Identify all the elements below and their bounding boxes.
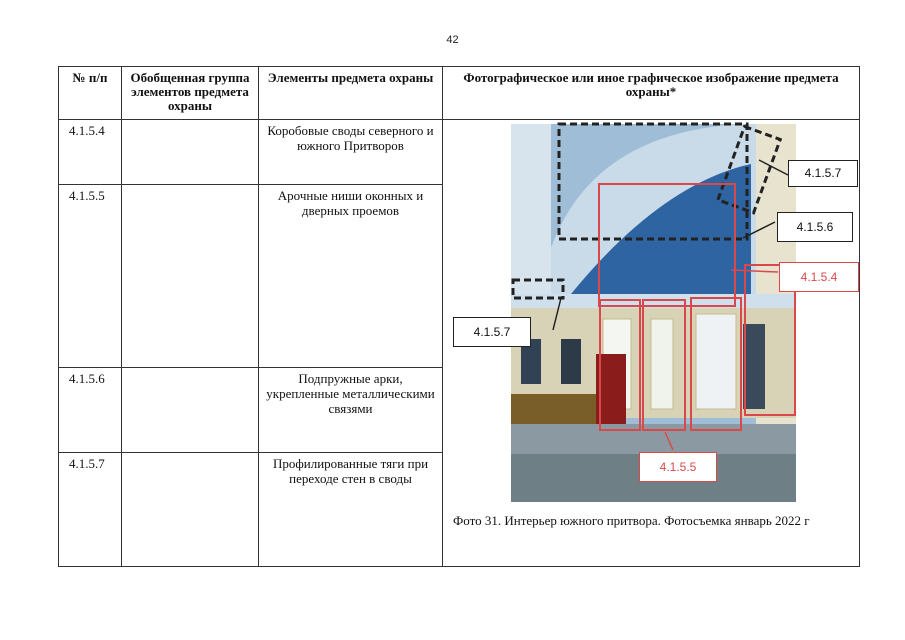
row-group (122, 368, 259, 453)
header-row (59, 67, 860, 120)
label-4157-top: 4.1.5.7 (788, 160, 858, 187)
page-number: 42 (446, 34, 459, 46)
row-num: 4.1.5.7 (59, 453, 122, 567)
row-num: 4.1.5.4 (59, 120, 122, 185)
protection-table (58, 66, 860, 567)
label-4155: 4.1.5.5 (639, 452, 717, 482)
label-4154: 4.1.5.4 (779, 262, 859, 292)
interior-photo-drawing (511, 124, 796, 502)
row-group (122, 453, 259, 567)
header-group: Обобщенная группа элементов предмета охраны (122, 67, 259, 120)
row-element: Коробовые своды северного и южного Притворов (259, 120, 443, 185)
header-num: № п/п (59, 67, 122, 120)
photo-area (443, 120, 860, 565)
row-element: Подпружные арки, укрепленные металлическими связями (259, 368, 443, 453)
row-num: 4.1.5.5 (59, 185, 122, 368)
row-group (122, 120, 259, 185)
row-num: 4.1.5.6 (59, 368, 122, 453)
row-group (122, 185, 259, 368)
label-4157-left: 4.1.5.7 (453, 317, 531, 347)
label-4156: 4.1.5.6 (777, 212, 853, 242)
header-photo: Фотографическое или иное графическое изображение предмета охраны* (443, 67, 860, 120)
photo-caption: Фото 31. Интерьер южного притвора. Фотосъемка январь 2022 г (453, 513, 810, 528)
photo-cell (443, 120, 860, 567)
table-row (59, 120, 860, 185)
interior-photo (511, 124, 796, 502)
row-element: Профилированные тяги при переходе стен в своды (259, 453, 443, 567)
header-elements: Элементы предмета охраны (259, 67, 443, 120)
row-element: Арочные ниши оконных и дверных проемов (259, 185, 443, 368)
